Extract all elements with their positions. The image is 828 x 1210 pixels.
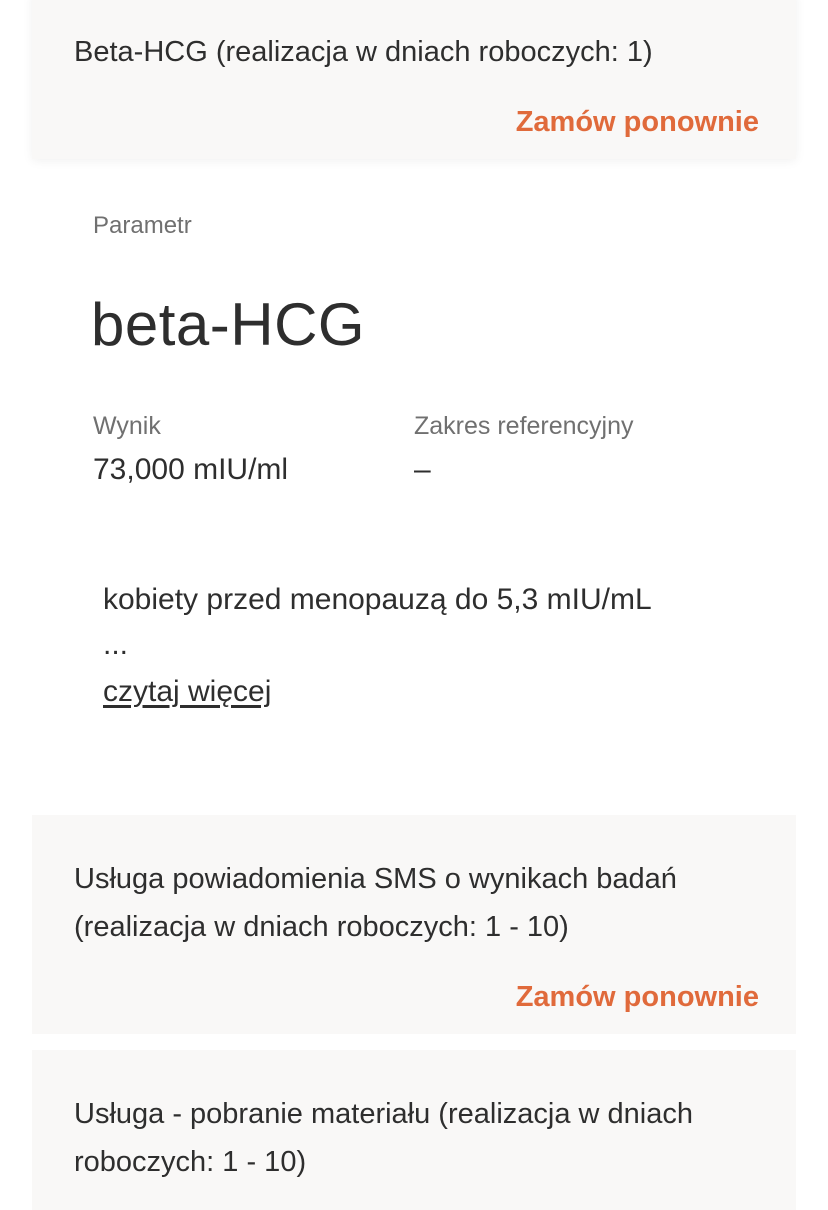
parameter-label: Parametr [93, 212, 192, 239]
order-title: Usługa powiadomienia SMS o wynikach badań (realizacja w dniach roboczych: 1 - 10) [74, 863, 677, 943]
reorder-button[interactable]: Zamów ponownie [515, 106, 759, 138]
read-more-link[interactable]: czytaj więcej [103, 675, 272, 708]
reference-range-label: Zakres referencyjny [414, 412, 634, 440]
order-card-sms-service [32, 815, 796, 1034]
reference-note-ellipsis: ... [103, 628, 129, 661]
parameter-name: beta-HCG [91, 291, 366, 358]
order-title: Beta-HCG (realizacja w dniach roboczych: 1) [74, 36, 653, 68]
result-label: Wynik [93, 412, 161, 440]
result-section [0, 159, 828, 815]
reorder-button[interactable]: Zamów ponownie [515, 981, 759, 1013]
order-card-beta-hcg [32, 0, 796, 159]
result-value: 73,000 mIU/ml [93, 453, 289, 486]
order-card-sample-collection [32, 1050, 796, 1210]
reference-note: kobiety przed menopauzą do 5,3 mIU/mL [103, 583, 652, 616]
reference-range-value: – [414, 453, 431, 486]
order-title: Usługa - pobranie materiału (realizacja w dniach roboczych: 1 - 10) [74, 1098, 693, 1178]
